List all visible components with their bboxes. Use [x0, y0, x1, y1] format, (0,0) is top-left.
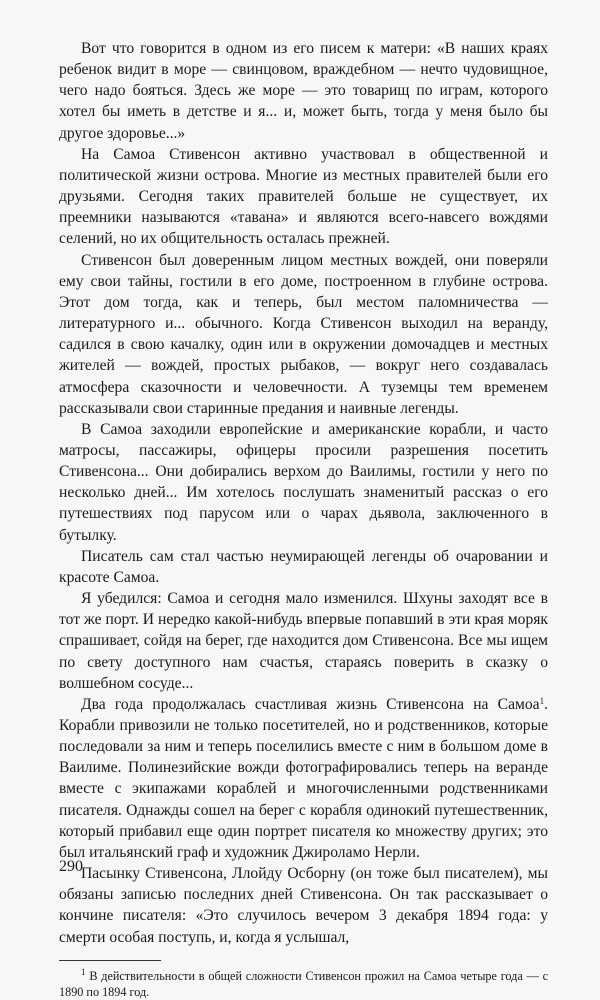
page-number: 290 [59, 858, 83, 875]
paragraph-2: На Самоа Стивенсон активно участвовал в общественной и политической жизни острова. Многие из местных правителей были его друзьями. Сегодня таких правителей больше не существует, их преемники называются «тавана» и являются всего-навсего вождями селений, но их общительность осталась прежней. [59, 145, 548, 248]
paragraph-7-text-start: Два года продолжалась счастливая жизнь Стивенсона на Самоа [81, 695, 540, 713]
footnote-divider [59, 960, 161, 961]
paragraph-7-text-end: . Корабли привозили не только посетителей, но и родственников, которые последовали за ним и теперь поселились вместе с ним в большом доме в Ваилиме. Полинезийские вожди фотографировались теперь на веранде вместе с экипажами кораблей и многочисленными родственниками писателя. Однажды сошел на берег с корабля одинокий путешественник, который прибавил еще один портрет писателя ко множеству других; это был итальянский граф и художник Джироламо Нерли. [59, 695, 548, 861]
footnote-text: В действительности в общей сложности Стивенсон прожил на Самоа четыре года — с 1890 по 1894 год. [59, 968, 548, 999]
paragraph-1: Вот что говорится в одном из его писем к матери: «В наших краях ребенок видит в море — свинцовом, враждебном — нечто чудовищное, чего надо бояться. Здесь же море — это товарищ по играм, которого хотел бы иметь в детстве и я... и, может быть, тогда у меня было бы другое здоровье...» [59, 40, 548, 142]
paragraph-6: Я убедился: Самоа и сегодня мало изменился. Шхуны заходят все в тот же порт. И нередко какой-нибудь впервые попавший в эти края моряк спрашивает, сойдя на берег, где находится дом Стивенсона. Все мы ищем по свету доступного нам счастья, стараясь поверить в сказку о волшебном сосуде... [59, 590, 548, 692]
paragraph-7 [59, 694, 548, 863]
paragraph-4: В Самоа заходили европейские и американские корабли, и часто матросы, пассажиры, офицеры просили разрешения посетить Стивенсона... Они добирались верхом до Ваилимы, гостили у него по несколько дней... Им хотелось послушать знаменитый рассказ о его путешествиях под парусом или о чарах дьявола, заключенного в бутылку. [59, 420, 548, 544]
paragraph-5: Писатель сам стал частью неумирающей легенды об очаровании и красоте Самоа. [59, 547, 548, 586]
paragraph-8: Пасынку Стивенсона, Ллойду Осборну (он тоже был писателем), мы обязаны записью последних дней Стивенсона. Он так рассказывает о кончине писателя: «Это случилось вечером 3 декабря 1894 года: у смерти особая поступь, и, когда я услышал, [59, 865, 548, 946]
footnote-reference: 1 [539, 695, 545, 706]
paragraph-3: Стивенсон был доверенным лицом местных вождей, они поверяли ему свои тайны, гостили в его доме, построенном в глубине острова. Этот дом тогда, как и теперь, был местом паломничества — литературного и... обычного. Когда Стивенсон выходил на веранду, садился в свою качалку, один или в окружении домочадцев и местных жителей — вождей, простых рыбаков, — вокруг него создавалась атмосфера сказочности и человечности. А туземцы тем временем рассказывали свои старинные предания и наивные легенды. [59, 251, 548, 417]
main-text [59, 38, 548, 948]
footnote [59, 968, 548, 1000]
footnote-mark: 1 [81, 966, 86, 977]
